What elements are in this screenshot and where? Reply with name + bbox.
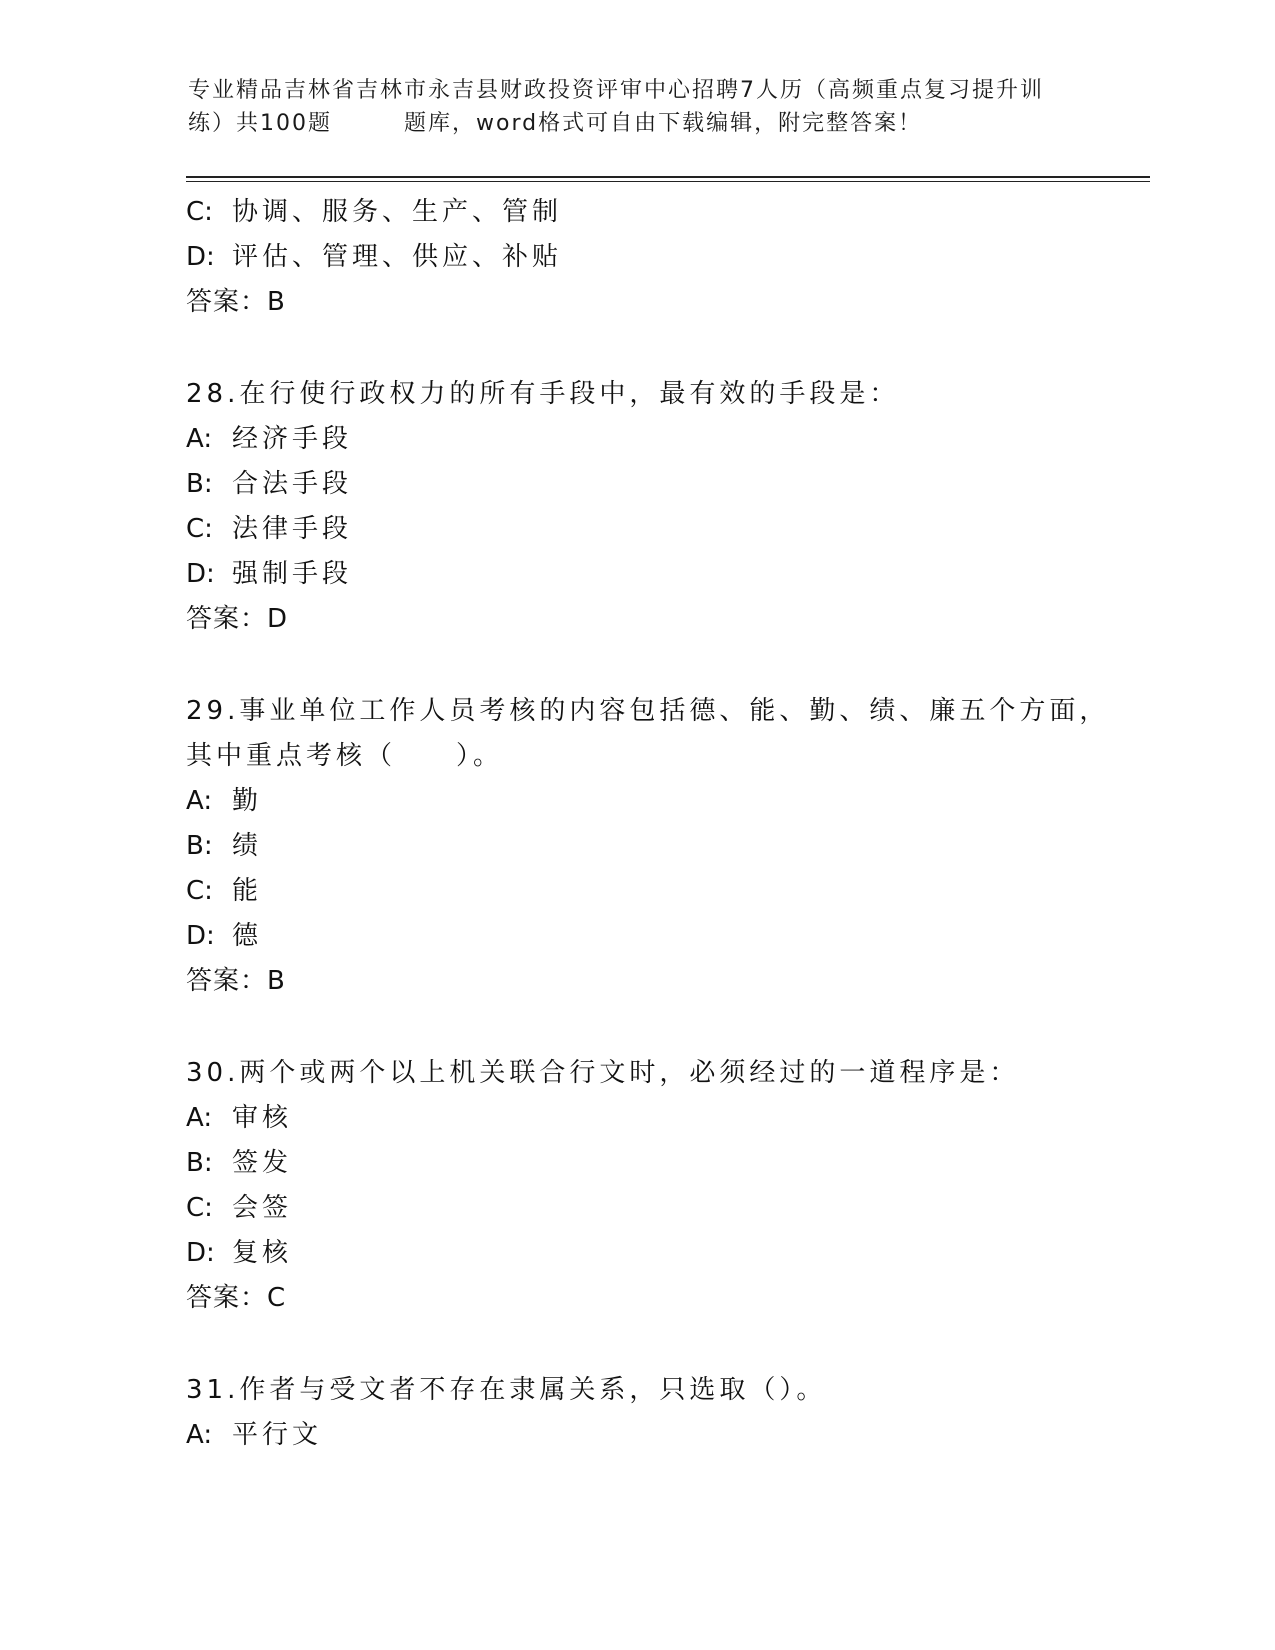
option-key: A: xyxy=(186,1103,213,1133)
question-30 xyxy=(186,1051,1116,1321)
header-line-1: 专业精品吉林省吉林市永吉县财政投资评审中心招聘7人历（高频重点复习提升训 xyxy=(188,78,1044,103)
answer-line: 答案：B xyxy=(186,287,286,317)
option-b xyxy=(186,462,1116,507)
question-29 xyxy=(186,689,1116,1004)
header-divider-thin xyxy=(186,181,1150,182)
option-a xyxy=(186,1413,1116,1458)
option-key: B: xyxy=(186,831,213,861)
question-stem-continued: 其中重点考核（ ）。 xyxy=(186,741,504,771)
option-key: D: xyxy=(186,242,215,272)
option-text: 平行文 xyxy=(232,1420,323,1450)
option-text: 会签 xyxy=(232,1193,293,1223)
option-text: 经济手段 xyxy=(232,424,353,454)
option-key: D: xyxy=(186,1238,215,1268)
option-key: B: xyxy=(186,469,213,499)
question-stem: 31.作者与受文者不存在隶属关系，只选取（）。 xyxy=(186,1375,827,1405)
question-list xyxy=(186,190,1116,1458)
option-text: 评估、管理、供应、补贴 xyxy=(232,242,563,272)
header-divider-thick xyxy=(186,176,1150,178)
option-a xyxy=(186,1096,1116,1141)
option-text: 合法手段 xyxy=(232,469,353,499)
answer-line: 答案：C xyxy=(186,1283,287,1313)
option-c xyxy=(186,869,1116,914)
option-d xyxy=(186,1231,1116,1276)
option-d xyxy=(186,914,1116,959)
option-key: A: xyxy=(186,786,213,816)
option-text: 复核 xyxy=(232,1238,293,1268)
option-text: 法律手段 xyxy=(232,514,353,544)
option-text: 能 xyxy=(232,876,263,906)
option-b xyxy=(186,824,1116,869)
question-28 xyxy=(186,372,1116,642)
question-27-continued xyxy=(186,190,1116,325)
option-key: C: xyxy=(186,876,213,906)
answer-line: 答案：B xyxy=(186,966,286,996)
header-line-2: 练）共100题 题库，word格式可自由下载编辑，附完整答案！ xyxy=(188,111,923,136)
option-key: A: xyxy=(186,1420,213,1450)
option-c xyxy=(186,507,1116,552)
answer-line: 答案：D xyxy=(186,604,289,634)
option-key: C: xyxy=(186,197,213,227)
option-text: 绩 xyxy=(232,831,263,861)
option-text: 签发 xyxy=(232,1148,293,1178)
question-stem: 30.两个或两个以上机关联合行文时，必须经过的一道程序是： xyxy=(186,1058,1020,1088)
page-header xyxy=(188,74,1088,140)
option-a xyxy=(186,417,1116,462)
option-a xyxy=(186,779,1116,824)
option-c xyxy=(186,1186,1116,1231)
option-text: 勤 xyxy=(232,786,263,816)
option-text: 强制手段 xyxy=(232,559,353,589)
question-31 xyxy=(186,1368,1116,1458)
question-stem: 29.事业单位工作人员考核的内容包括德、能、勤、绩、廉五个方面， xyxy=(186,696,1110,726)
option-text: 德 xyxy=(232,921,263,951)
option-key: C: xyxy=(186,1193,213,1223)
option-text: 协调、服务、生产、管制 xyxy=(232,197,563,227)
question-stem: 28.在行使行政权力的所有手段中，最有效的手段是： xyxy=(186,379,900,409)
option-key: B: xyxy=(186,1148,213,1178)
option-key: D: xyxy=(186,559,215,589)
option-b xyxy=(186,1141,1116,1186)
option-text: 审核 xyxy=(232,1103,293,1133)
option-key: D: xyxy=(186,921,215,951)
option-d xyxy=(186,552,1116,597)
option-key: C: xyxy=(186,514,213,544)
option-d xyxy=(186,235,1116,280)
option-key: A: xyxy=(186,424,213,454)
option-c xyxy=(186,190,1116,235)
